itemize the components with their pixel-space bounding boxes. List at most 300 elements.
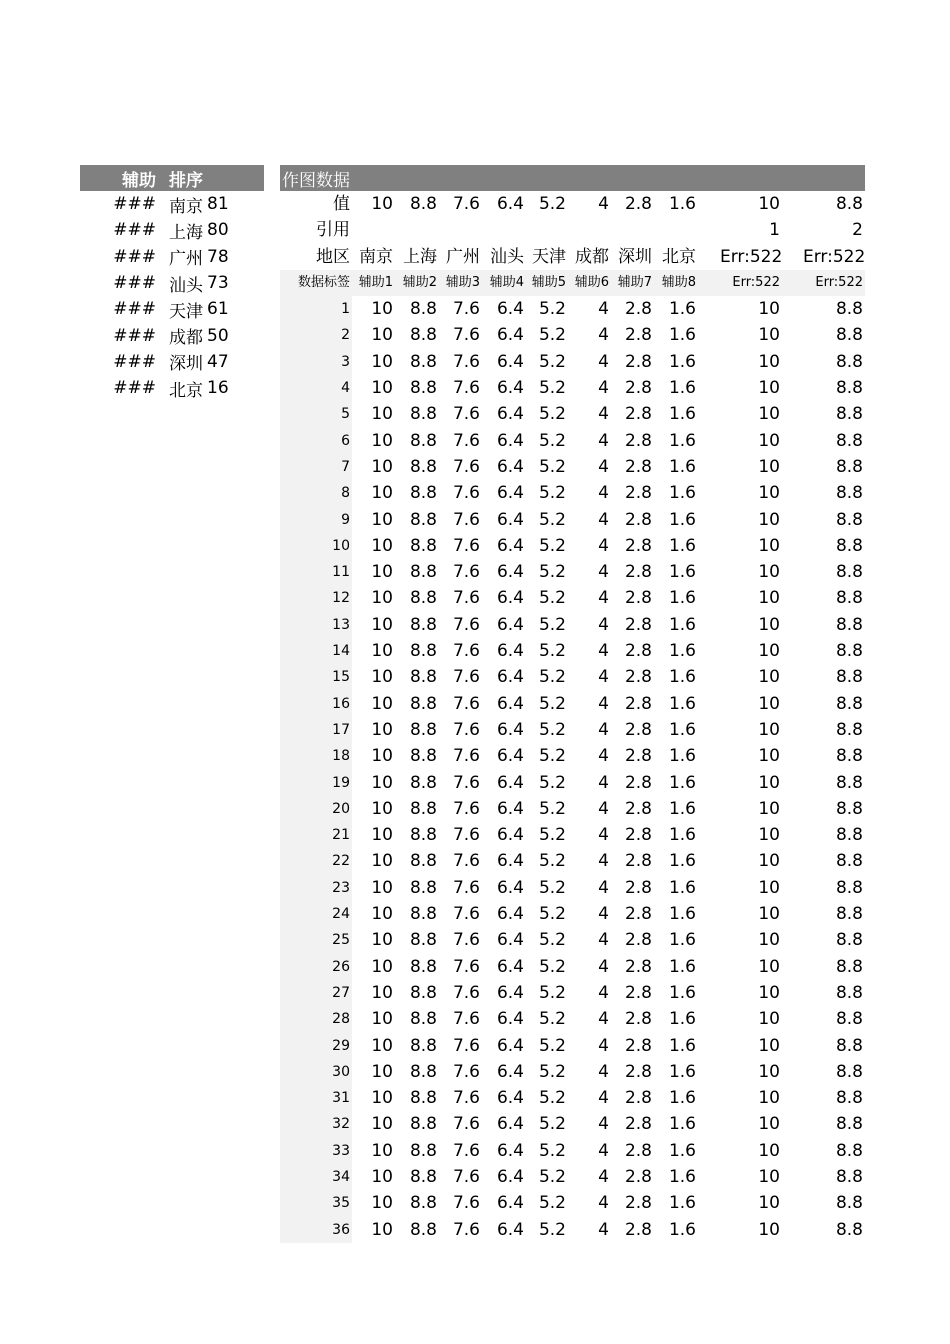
data-cell[interactable]: 7.6 bbox=[452, 483, 480, 504]
data-cell[interactable]: 4 bbox=[598, 351, 609, 372]
data-cell[interactable]: 5.2 bbox=[538, 1088, 566, 1109]
data-cell[interactable]: 8.8 bbox=[835, 719, 863, 740]
data-cell[interactable]: 1.6 bbox=[668, 982, 696, 1003]
data-cell[interactable]: 4 bbox=[598, 746, 609, 767]
data-cell[interactable]: 天津 bbox=[532, 246, 566, 267]
data-cell[interactable]: 10 bbox=[371, 982, 393, 1003]
data-cell[interactable]: 4 bbox=[598, 1114, 609, 1135]
data-cell[interactable]: 10 bbox=[371, 378, 393, 399]
data-cell[interactable]: 6.4 bbox=[496, 772, 524, 793]
sorting-row[interactable] bbox=[80, 322, 264, 348]
data-row[interactable] bbox=[280, 533, 865, 559]
data-cell[interactable]: 1.6 bbox=[668, 614, 696, 635]
data-cell[interactable]: 2.8 bbox=[624, 1166, 652, 1187]
data-cell[interactable]: 10 bbox=[371, 588, 393, 609]
data-cell[interactable]: 10 bbox=[371, 430, 393, 451]
data-cell[interactable]: 5.2 bbox=[538, 404, 566, 425]
data-cell[interactable]: 8.8 bbox=[835, 404, 863, 425]
data-cell[interactable]: 8.8 bbox=[409, 614, 437, 635]
data-cell[interactable]: 4 bbox=[598, 1061, 609, 1082]
data-cell[interactable]: 6.4 bbox=[496, 1035, 524, 1056]
data-cell[interactable]: 1 bbox=[769, 220, 780, 241]
data-cell[interactable]: 5.2 bbox=[538, 693, 566, 714]
data-cell[interactable]: 8.8 bbox=[835, 1140, 863, 1161]
data-cell[interactable]: 8.8 bbox=[409, 1140, 437, 1161]
value-row[interactable] bbox=[280, 191, 865, 217]
data-cell[interactable]: 1.6 bbox=[668, 719, 696, 740]
data-cell[interactable]: 5.2 bbox=[538, 535, 566, 556]
data-cell[interactable]: 8.8 bbox=[409, 693, 437, 714]
data-cell[interactable]: 5.2 bbox=[538, 904, 566, 925]
data-cell[interactable]: 2.8 bbox=[624, 194, 652, 214]
reference-row[interactable] bbox=[280, 217, 865, 243]
data-cell[interactable]: 5.2 bbox=[538, 930, 566, 951]
data-cell[interactable]: 10 bbox=[371, 798, 393, 819]
data-cell[interactable]: 2.8 bbox=[624, 825, 652, 846]
data-row[interactable] bbox=[280, 1111, 865, 1137]
data-cell[interactable]: 7.6 bbox=[452, 798, 480, 819]
data-cell[interactable]: 8.8 bbox=[409, 325, 437, 346]
data-cell[interactable]: 6.4 bbox=[496, 746, 524, 767]
data-cell[interactable]: 8.8 bbox=[409, 1219, 437, 1240]
data-cell[interactable]: 8.8 bbox=[835, 956, 863, 977]
data-cell[interactable]: 4 bbox=[598, 1009, 609, 1030]
data-cell[interactable]: 8.8 bbox=[409, 825, 437, 846]
data-cell[interactable]: 8.8 bbox=[409, 1166, 437, 1187]
data-cell[interactable]: 8.8 bbox=[409, 1061, 437, 1082]
data-cell[interactable]: 10 bbox=[758, 351, 780, 372]
data-cell[interactable]: 10 bbox=[758, 614, 780, 635]
data-cell[interactable]: 2.8 bbox=[624, 719, 652, 740]
data-cell[interactable]: 1.6 bbox=[668, 325, 696, 346]
data-cell[interactable]: 8.8 bbox=[409, 1114, 437, 1135]
data-cell[interactable]: 2.8 bbox=[624, 588, 652, 609]
data-cell[interactable]: 1.6 bbox=[668, 798, 696, 819]
data-cell[interactable]: 8.8 bbox=[835, 351, 863, 372]
data-cell[interactable]: 10 bbox=[758, 1009, 780, 1030]
data-cell[interactable]: 6.4 bbox=[496, 982, 524, 1003]
data-cell[interactable]: 8.8 bbox=[409, 1193, 437, 1214]
data-cell[interactable]: 2.8 bbox=[624, 430, 652, 451]
data-cell[interactable]: 8.8 bbox=[835, 509, 863, 530]
data-cell[interactable]: 4 bbox=[598, 430, 609, 451]
data-cell[interactable]: 10 bbox=[758, 1166, 780, 1187]
data-cell[interactable]: 8.8 bbox=[409, 798, 437, 819]
data-cell[interactable]: 5.2 bbox=[538, 351, 566, 372]
data-cell[interactable]: 8.8 bbox=[409, 562, 437, 583]
data-cell[interactable]: 4 bbox=[598, 1140, 609, 1161]
data-cell[interactable]: 2.8 bbox=[624, 535, 652, 556]
data-cell[interactable]: 7.6 bbox=[452, 772, 480, 793]
data-cell[interactable]: 8.8 bbox=[835, 430, 863, 451]
data-cell[interactable]: 2.8 bbox=[624, 483, 652, 504]
data-cell[interactable]: 8.8 bbox=[835, 194, 863, 214]
data-cell[interactable]: 7.6 bbox=[452, 956, 480, 977]
data-cell[interactable]: 10 bbox=[758, 667, 780, 688]
data-cell[interactable]: 4 bbox=[598, 641, 609, 662]
data-cell[interactable]: 10 bbox=[758, 509, 780, 530]
data-cell[interactable]: 10 bbox=[371, 562, 393, 583]
data-cell[interactable]: 5.2 bbox=[538, 719, 566, 740]
data-cell[interactable]: 10 bbox=[371, 956, 393, 977]
data-cell[interactable]: 8.8 bbox=[835, 378, 863, 399]
data-cell[interactable]: 6.4 bbox=[496, 956, 524, 977]
data-cell[interactable]: 6.4 bbox=[496, 588, 524, 609]
data-cell[interactable]: 4 bbox=[598, 614, 609, 635]
data-cell[interactable]: 7.6 bbox=[452, 378, 480, 399]
data-cell[interactable]: 6.4 bbox=[496, 798, 524, 819]
data-cell[interactable]: 8.8 bbox=[835, 1009, 863, 1030]
data-cell[interactable]: 6.4 bbox=[496, 877, 524, 898]
data-cell[interactable]: 1.6 bbox=[668, 746, 696, 767]
data-cell[interactable]: 1.6 bbox=[668, 693, 696, 714]
data-cell[interactable]: 8.8 bbox=[409, 772, 437, 793]
data-cell[interactable]: 1.6 bbox=[668, 641, 696, 662]
data-cell[interactable]: 7.6 bbox=[452, 825, 480, 846]
data-cell[interactable]: 6.4 bbox=[496, 930, 524, 951]
data-cell[interactable]: 7.6 bbox=[452, 509, 480, 530]
data-row[interactable] bbox=[280, 1217, 865, 1243]
data-cell[interactable]: 10 bbox=[758, 1140, 780, 1161]
data-row[interactable] bbox=[280, 454, 865, 480]
data-cell[interactable]: 8.8 bbox=[835, 851, 863, 872]
data-cell[interactable]: 5.2 bbox=[538, 641, 566, 662]
data-cell[interactable]: 8.8 bbox=[409, 956, 437, 977]
data-cell[interactable]: 6.4 bbox=[496, 351, 524, 372]
data-cell[interactable]: 辅助4 bbox=[489, 274, 524, 290]
data-cell[interactable]: 8.8 bbox=[835, 798, 863, 819]
data-cell[interactable]: 8.8 bbox=[835, 772, 863, 793]
data-cell[interactable]: 辅助8 bbox=[661, 274, 696, 290]
data-cell[interactable]: 7.6 bbox=[452, 404, 480, 425]
data-cell[interactable]: 4 bbox=[598, 194, 609, 214]
data-row[interactable] bbox=[280, 296, 865, 322]
data-cell[interactable]: 6.4 bbox=[496, 194, 524, 214]
data-cell[interactable]: 6.4 bbox=[496, 325, 524, 346]
data-cell[interactable]: 8.8 bbox=[835, 904, 863, 925]
data-cell[interactable]: 10 bbox=[758, 1114, 780, 1135]
data-cell[interactable]: 7.6 bbox=[452, 351, 480, 372]
data-cell[interactable]: 4 bbox=[598, 719, 609, 740]
data-row[interactable] bbox=[280, 1085, 865, 1111]
data-cell[interactable]: 2 bbox=[852, 220, 863, 241]
data-cell[interactable]: 7.6 bbox=[452, 1009, 480, 1030]
data-cell[interactable]: 10 bbox=[371, 825, 393, 846]
data-cell[interactable]: 7.6 bbox=[452, 1166, 480, 1187]
data-cell[interactable]: 1.6 bbox=[668, 1193, 696, 1214]
data-cell[interactable]: 10 bbox=[758, 641, 780, 662]
data-cell[interactable]: 1.6 bbox=[668, 877, 696, 898]
data-cell[interactable]: 10 bbox=[371, 351, 393, 372]
data-cell[interactable]: 8.8 bbox=[835, 614, 863, 635]
data-cell[interactable]: 8.8 bbox=[835, 641, 863, 662]
data-row[interactable] bbox=[280, 349, 865, 375]
data-cell[interactable]: 4 bbox=[598, 404, 609, 425]
data-cell[interactable]: 2.8 bbox=[624, 693, 652, 714]
data-cell[interactable]: 10 bbox=[758, 430, 780, 451]
data-cell[interactable]: 10 bbox=[371, 1061, 393, 1082]
data-cell[interactable]: 7.6 bbox=[452, 1061, 480, 1082]
data-cell[interactable]: 10 bbox=[758, 693, 780, 714]
data-cell[interactable]: 成都 bbox=[575, 246, 609, 267]
data-cell[interactable]: 5.2 bbox=[538, 667, 566, 688]
data-cell[interactable]: 8.8 bbox=[409, 904, 437, 925]
sorting-row[interactable] bbox=[80, 296, 264, 322]
data-cell[interactable]: 7.6 bbox=[452, 719, 480, 740]
data-cell[interactable]: 5.2 bbox=[538, 562, 566, 583]
data-cell[interactable]: 5.2 bbox=[538, 509, 566, 530]
data-cell[interactable]: 5.2 bbox=[538, 1061, 566, 1082]
data-cell[interactable]: 辅助7 bbox=[617, 274, 652, 290]
data-cell[interactable]: 8.8 bbox=[409, 1009, 437, 1030]
data-row[interactable] bbox=[280, 927, 865, 953]
data-cell[interactable]: 4 bbox=[598, 956, 609, 977]
data-cell[interactable]: Err:522 bbox=[732, 274, 780, 290]
data-cell[interactable]: 4 bbox=[598, 798, 609, 819]
data-cell[interactable]: 7.6 bbox=[452, 1114, 480, 1135]
data-cell[interactable]: 6.4 bbox=[496, 614, 524, 635]
data-cell[interactable]: 1.6 bbox=[668, 956, 696, 977]
data-cell[interactable]: 8.8 bbox=[835, 535, 863, 556]
data-cell[interactable]: 1.6 bbox=[668, 1035, 696, 1056]
data-cell[interactable]: 5.2 bbox=[538, 378, 566, 399]
data-cell[interactable]: 10 bbox=[758, 325, 780, 346]
data-cell[interactable]: 2.8 bbox=[624, 667, 652, 688]
data-cell[interactable]: 8.8 bbox=[409, 430, 437, 451]
data-cell[interactable]: 6.4 bbox=[496, 1166, 524, 1187]
data-cell[interactable]: 5.2 bbox=[538, 772, 566, 793]
data-cell[interactable]: 1.6 bbox=[668, 299, 696, 320]
data-cell[interactable]: 1.6 bbox=[668, 1140, 696, 1161]
data-cell[interactable]: 8.8 bbox=[835, 746, 863, 767]
data-cell[interactable]: 8.8 bbox=[409, 483, 437, 504]
data-cell[interactable]: 1.6 bbox=[668, 1061, 696, 1082]
data-cell[interactable]: 7.6 bbox=[452, 904, 480, 925]
data-cell[interactable]: 10 bbox=[371, 1193, 393, 1214]
data-cell[interactable]: 8.8 bbox=[835, 483, 863, 504]
sorting-row[interactable] bbox=[80, 191, 264, 217]
data-cell[interactable]: 10 bbox=[371, 299, 393, 320]
sorting-row[interactable] bbox=[80, 270, 264, 296]
data-row[interactable] bbox=[280, 770, 865, 796]
data-cell[interactable]: 8.8 bbox=[835, 877, 863, 898]
data-cell[interactable]: 10 bbox=[371, 1035, 393, 1056]
data-cell[interactable]: 4 bbox=[598, 930, 609, 951]
data-cell[interactable]: 7.6 bbox=[452, 562, 480, 583]
data-cell[interactable]: 6.4 bbox=[496, 825, 524, 846]
data-row[interactable] bbox=[280, 428, 865, 454]
data-cell[interactable]: 5.2 bbox=[538, 1166, 566, 1187]
data-cell[interactable]: 1.6 bbox=[668, 1114, 696, 1135]
data-cell[interactable]: 4 bbox=[598, 1219, 609, 1240]
data-cell[interactable]: 2.8 bbox=[624, 1193, 652, 1214]
data-cell[interactable]: 4 bbox=[598, 535, 609, 556]
data-cell[interactable]: 5.2 bbox=[538, 1035, 566, 1056]
data-cell[interactable]: 8.8 bbox=[409, 535, 437, 556]
data-cell[interactable]: 10 bbox=[758, 772, 780, 793]
data-cell[interactable]: 8.8 bbox=[835, 1219, 863, 1240]
data-cell[interactable]: 1.6 bbox=[668, 588, 696, 609]
data-cell[interactable]: 10 bbox=[371, 614, 393, 635]
data-cell[interactable]: 10 bbox=[371, 1088, 393, 1109]
data-cell[interactable]: 8.8 bbox=[409, 851, 437, 872]
data-row[interactable] bbox=[280, 375, 865, 401]
data-row[interactable] bbox=[280, 901, 865, 927]
data-cell[interactable]: 1.6 bbox=[668, 483, 696, 504]
data-cell[interactable]: 4 bbox=[598, 667, 609, 688]
data-cell[interactable]: 2.8 bbox=[624, 456, 652, 477]
data-cell[interactable]: 北京 bbox=[662, 246, 696, 267]
data-cell[interactable]: 2.8 bbox=[624, 614, 652, 635]
data-row[interactable] bbox=[280, 664, 865, 690]
data-cell[interactable]: 7.6 bbox=[452, 877, 480, 898]
data-row[interactable] bbox=[280, 691, 865, 717]
data-cell[interactable]: 6.4 bbox=[496, 430, 524, 451]
data-cell[interactable]: 8.8 bbox=[409, 667, 437, 688]
data-cell[interactable]: 5.2 bbox=[538, 456, 566, 477]
data-cell[interactable]: 2.8 bbox=[624, 351, 652, 372]
data-cell[interactable]: 4 bbox=[598, 562, 609, 583]
data-cell[interactable]: 2.8 bbox=[624, 1219, 652, 1240]
data-cell[interactable]: 2.8 bbox=[624, 1088, 652, 1109]
data-cell[interactable]: 8.8 bbox=[409, 982, 437, 1003]
data-cell[interactable]: 6.4 bbox=[496, 1088, 524, 1109]
data-cell[interactable]: 10 bbox=[371, 877, 393, 898]
data-cell[interactable]: 1.6 bbox=[668, 825, 696, 846]
data-cell[interactable]: 2.8 bbox=[624, 877, 652, 898]
data-cell[interactable]: 2.8 bbox=[624, 641, 652, 662]
data-cell[interactable]: 4 bbox=[598, 1088, 609, 1109]
data-cell[interactable]: 7.6 bbox=[452, 1140, 480, 1161]
data-cell[interactable]: 2.8 bbox=[624, 1140, 652, 1161]
data-cell[interactable]: 4 bbox=[598, 877, 609, 898]
data-cell[interactable]: 7.6 bbox=[452, 1035, 480, 1056]
data-row[interactable] bbox=[280, 559, 865, 585]
data-cell[interactable]: 6.4 bbox=[496, 1009, 524, 1030]
data-cell[interactable]: 10 bbox=[371, 483, 393, 504]
data-row[interactable] bbox=[280, 717, 865, 743]
data-cell[interactable]: 10 bbox=[758, 1193, 780, 1214]
data-cell[interactable]: 5.2 bbox=[538, 982, 566, 1003]
data-cell[interactable]: 4 bbox=[598, 904, 609, 925]
data-cell[interactable]: 辅助5 bbox=[531, 274, 566, 290]
data-cell[interactable]: 8.8 bbox=[835, 1061, 863, 1082]
sorting-row[interactable] bbox=[80, 244, 264, 270]
data-row[interactable] bbox=[280, 980, 865, 1006]
data-row[interactable] bbox=[280, 1164, 865, 1190]
data-row[interactable] bbox=[280, 875, 865, 901]
data-row[interactable] bbox=[280, 401, 865, 427]
data-cell[interactable]: 8.8 bbox=[835, 456, 863, 477]
data-cell[interactable]: 10 bbox=[758, 588, 780, 609]
data-cell[interactable]: 5.2 bbox=[538, 483, 566, 504]
data-cell[interactable]: 4 bbox=[598, 1035, 609, 1056]
data-cell[interactable]: 6.4 bbox=[496, 1193, 524, 1214]
data-cell[interactable]: 10 bbox=[371, 746, 393, 767]
data-cell[interactable]: 1.6 bbox=[668, 772, 696, 793]
data-cell[interactable]: 1.6 bbox=[668, 378, 696, 399]
data-cell[interactable]: 4 bbox=[598, 378, 609, 399]
data-cell[interactable]: 7.6 bbox=[452, 1088, 480, 1109]
data-cell[interactable]: 7.6 bbox=[452, 535, 480, 556]
data-cell[interactable]: 广州 bbox=[446, 246, 480, 267]
data-cell[interactable]: 2.8 bbox=[624, 562, 652, 583]
data-row[interactable] bbox=[280, 507, 865, 533]
data-cell[interactable]: 7.6 bbox=[452, 299, 480, 320]
data-cell[interactable]: 1.6 bbox=[668, 1088, 696, 1109]
data-cell[interactable]: 6.4 bbox=[496, 641, 524, 662]
data-row[interactable] bbox=[280, 612, 865, 638]
data-cell[interactable]: 1.6 bbox=[668, 430, 696, 451]
data-cell[interactable]: 10 bbox=[758, 404, 780, 425]
data-cell[interactable]: 2.8 bbox=[624, 956, 652, 977]
data-cell[interactable]: 5.2 bbox=[538, 325, 566, 346]
data-cell[interactable]: 上海 bbox=[403, 246, 437, 267]
data-cell[interactable]: Err:522 bbox=[803, 246, 866, 267]
data-cell[interactable]: 8.8 bbox=[835, 667, 863, 688]
data-cell[interactable]: 8.8 bbox=[835, 693, 863, 714]
data-cell[interactable]: 2.8 bbox=[624, 930, 652, 951]
data-row[interactable] bbox=[280, 322, 865, 348]
data-cell[interactable]: 5.2 bbox=[538, 194, 566, 214]
data-cell[interactable]: 8.8 bbox=[835, 1193, 863, 1214]
data-cell[interactable]: 6.4 bbox=[496, 509, 524, 530]
data-cell[interactable]: 7.6 bbox=[452, 194, 480, 214]
data-cell[interactable]: 10 bbox=[371, 641, 393, 662]
data-cell[interactable]: 4 bbox=[598, 483, 609, 504]
data-cell[interactable]: 辅助6 bbox=[574, 274, 609, 290]
data-cell[interactable]: 7.6 bbox=[452, 1219, 480, 1240]
data-cell[interactable]: 4 bbox=[598, 299, 609, 320]
data-cell[interactable]: 10 bbox=[758, 719, 780, 740]
data-cell[interactable]: 4 bbox=[598, 325, 609, 346]
data-row[interactable] bbox=[280, 1033, 865, 1059]
data-cell[interactable]: 1.6 bbox=[668, 404, 696, 425]
region-row[interactable] bbox=[280, 244, 865, 270]
data-row[interactable] bbox=[280, 1190, 865, 1216]
data-cell[interactable]: 7.6 bbox=[452, 456, 480, 477]
data-cell[interactable]: 6.4 bbox=[496, 378, 524, 399]
data-cell[interactable]: 5.2 bbox=[538, 746, 566, 767]
data-cell[interactable]: 4 bbox=[598, 851, 609, 872]
data-cell[interactable]: 1.6 bbox=[668, 194, 696, 214]
data-cell[interactable]: 10 bbox=[758, 825, 780, 846]
data-cell[interactable]: 2.8 bbox=[624, 798, 652, 819]
data-cell[interactable]: 8.8 bbox=[409, 456, 437, 477]
data-cell[interactable]: 4 bbox=[598, 1166, 609, 1187]
data-cell[interactable]: 10 bbox=[371, 693, 393, 714]
data-cell[interactable]: 6.4 bbox=[496, 1219, 524, 1240]
data-cell[interactable]: 7.6 bbox=[452, 588, 480, 609]
data-cell[interactable]: 10 bbox=[371, 719, 393, 740]
data-cell[interactable]: 7.6 bbox=[452, 1193, 480, 1214]
data-cell[interactable]: 汕头 bbox=[490, 246, 524, 267]
data-cell[interactable]: 辅助1 bbox=[358, 274, 393, 290]
data-cell[interactable]: 10 bbox=[371, 904, 393, 925]
data-cell[interactable]: 6.4 bbox=[496, 299, 524, 320]
data-cell[interactable]: 10 bbox=[371, 667, 393, 688]
data-cell[interactable]: 6.4 bbox=[496, 483, 524, 504]
sorting-row[interactable] bbox=[80, 375, 264, 401]
data-cell[interactable]: 10 bbox=[371, 1114, 393, 1135]
data-cell[interactable]: 7.6 bbox=[452, 693, 480, 714]
data-cell[interactable]: 10 bbox=[371, 325, 393, 346]
data-row[interactable] bbox=[280, 1006, 865, 1032]
data-cell[interactable]: 5.2 bbox=[538, 798, 566, 819]
data-label-row[interactable] bbox=[280, 270, 865, 296]
data-cell[interactable]: 10 bbox=[758, 378, 780, 399]
data-cell[interactable]: 4 bbox=[598, 772, 609, 793]
